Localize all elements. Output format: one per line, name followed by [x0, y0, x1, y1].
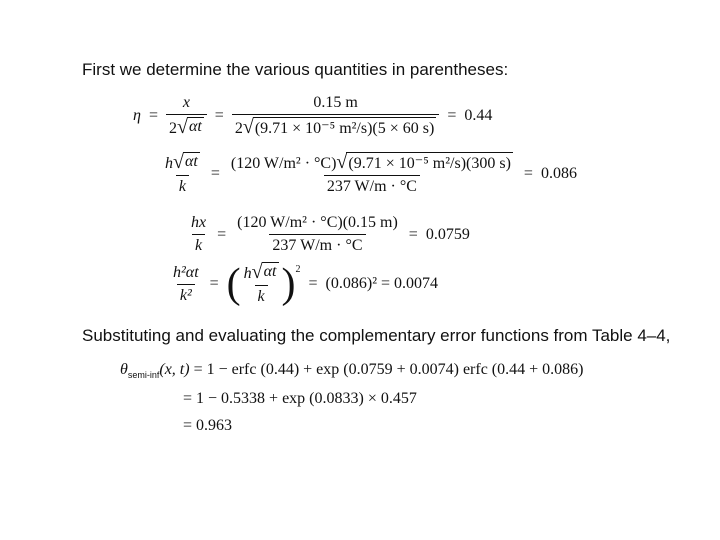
theta-line-1: $\theta_{semi-inf}(x$, t) = 1 − erfc (0.44) + exp (0.0759 + 0.0074) erfc (0.44 + 0.086): [120, 361, 584, 381]
eta-fraction-2: 0.15 m 2 √ (9.71 × 10⁻⁵ m²/s)(5 × 60 s): [232, 94, 440, 138]
substitution-text: Substituting and evaluating the complementary error functions from Table 4–4,: [82, 326, 671, 345]
eq2-result: 0.086: [540, 165, 577, 182]
equation-eta: η = x 2 √ αt = 0.15 m 2 √ (9.71 × 10⁻⁵ m²/s)(5 × 60 s) = 0.44: [133, 94, 493, 138]
intro-text: First we determine the various quantities in parentheses:: [82, 60, 509, 79]
eq4-result: (0.086)² = 0.0074: [325, 275, 439, 292]
theta-symbol: θ: [120, 361, 128, 378]
sqrt-alpha-t: √ αt: [176, 116, 202, 138]
equation-h-sqrt-alpha-t-over-k: h √ αt k = (120 W/m² · °C) √ (9.71 × 10⁻⁵ m²/s)(300 s) 237 W/m · °C = 0.086: [165, 151, 577, 195]
eta-result: 0.44: [464, 107, 493, 124]
theta-line-2: = 1 − 0.5338 + exp (0.0833) × 0.457: [183, 390, 417, 407]
theta-line-3: = 0.963: [183, 417, 233, 434]
eq3-result: 0.0759: [425, 225, 470, 243]
eta-symbol: η: [133, 107, 141, 124]
equation-h2-alpha-t-over-k2: $\frac{\text{h²αt}}{\text{k²}}$ = ( h √ αt k ) $^2$ = (0.086)² = 0.0074: [173, 261, 439, 307]
eta-fraction-1: x 2 √ αt: [166, 94, 207, 138]
equation-hx-over-k: $\frac{hx}{k}$ = $\frac{\text{(120 W/m² · °C)(0.15 m)}}{237 W/m \cdot ^\circ C}$ = 0.0759: [191, 214, 470, 254]
